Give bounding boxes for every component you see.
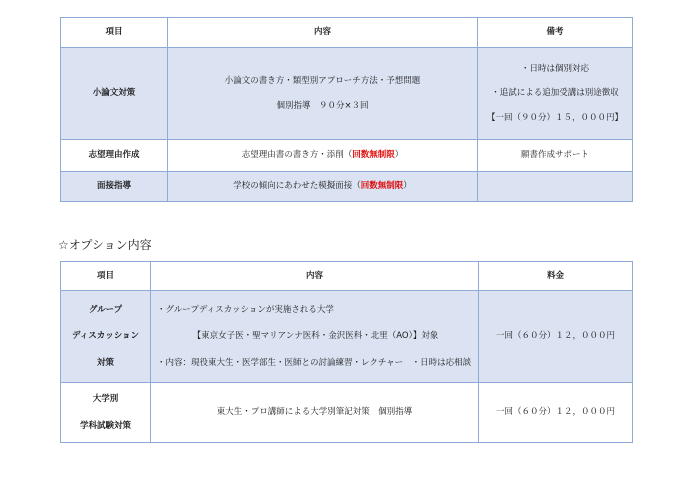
- unlimited-badge: 回数無制限: [352, 150, 395, 161]
- option-heading: ☆オプション内容: [58, 238, 152, 252]
- row-label: グループ ディスカッション 対策: [61, 291, 151, 383]
- table-row: [61, 172, 633, 202]
- note-line: ・日時は個別対応: [520, 64, 589, 75]
- row-price: 一回（６０分）１２，０００円: [479, 291, 633, 383]
- content-line: 【東京女子医・聖マリアンナ医科・金沢医科・北里（AO）】対象: [192, 331, 439, 342]
- row-label: 志望理由作成: [61, 140, 168, 172]
- row-label: 大学別 学科試験対策: [61, 383, 151, 443]
- row-note: [478, 48, 633, 140]
- row-note: 願書作成サポート: [478, 140, 633, 172]
- table-row: [61, 291, 633, 383]
- table-row: [61, 48, 633, 140]
- option-table: [60, 261, 633, 443]
- header-item: 項目: [61, 18, 168, 48]
- row-label: 面接指導: [61, 172, 168, 202]
- course-table: [60, 17, 633, 202]
- note-line: ・追試による追加受講は別途徴収: [491, 88, 619, 99]
- header-note: 備考: [478, 18, 633, 48]
- header-content: 内容: [151, 262, 479, 291]
- content-line: 個別指導 ９０分×３回: [276, 100, 369, 111]
- row-label: 小論文対策: [61, 48, 168, 140]
- header-item: 項目: [61, 262, 151, 291]
- row-price: 一回（６０分）１２，０００円: [479, 383, 633, 443]
- header-price: 料金: [479, 262, 633, 291]
- table-row: [61, 383, 633, 443]
- row-content: 東大生・プロ講師による大学別筆記対策 個別指導: [151, 383, 479, 443]
- unlimited-badge: 回数無制限: [360, 181, 404, 192]
- table-row: [61, 140, 633, 172]
- content-line: ・グループディスカッションが実施される大学: [157, 305, 334, 316]
- note-line: 【一回（９０分）１５，０００円】: [486, 112, 623, 123]
- row-content: 学校の傾向にあわせた模擬面接（回数無制限）: [168, 172, 478, 202]
- content-line: ・内容：現役東大生・医学部生・医師との討論練習・レクチャー ・日時は応相談: [157, 357, 472, 368]
- row-note: [478, 172, 633, 202]
- row-content: [168, 48, 478, 140]
- header-content: 内容: [168, 18, 478, 48]
- row-content: 志望理由書の書き方・添削（回数無制限）: [168, 140, 478, 172]
- content-line: 小論文の書き方・類型別アプローチ方法・予想問題: [224, 76, 421, 87]
- row-content: [151, 291, 479, 383]
